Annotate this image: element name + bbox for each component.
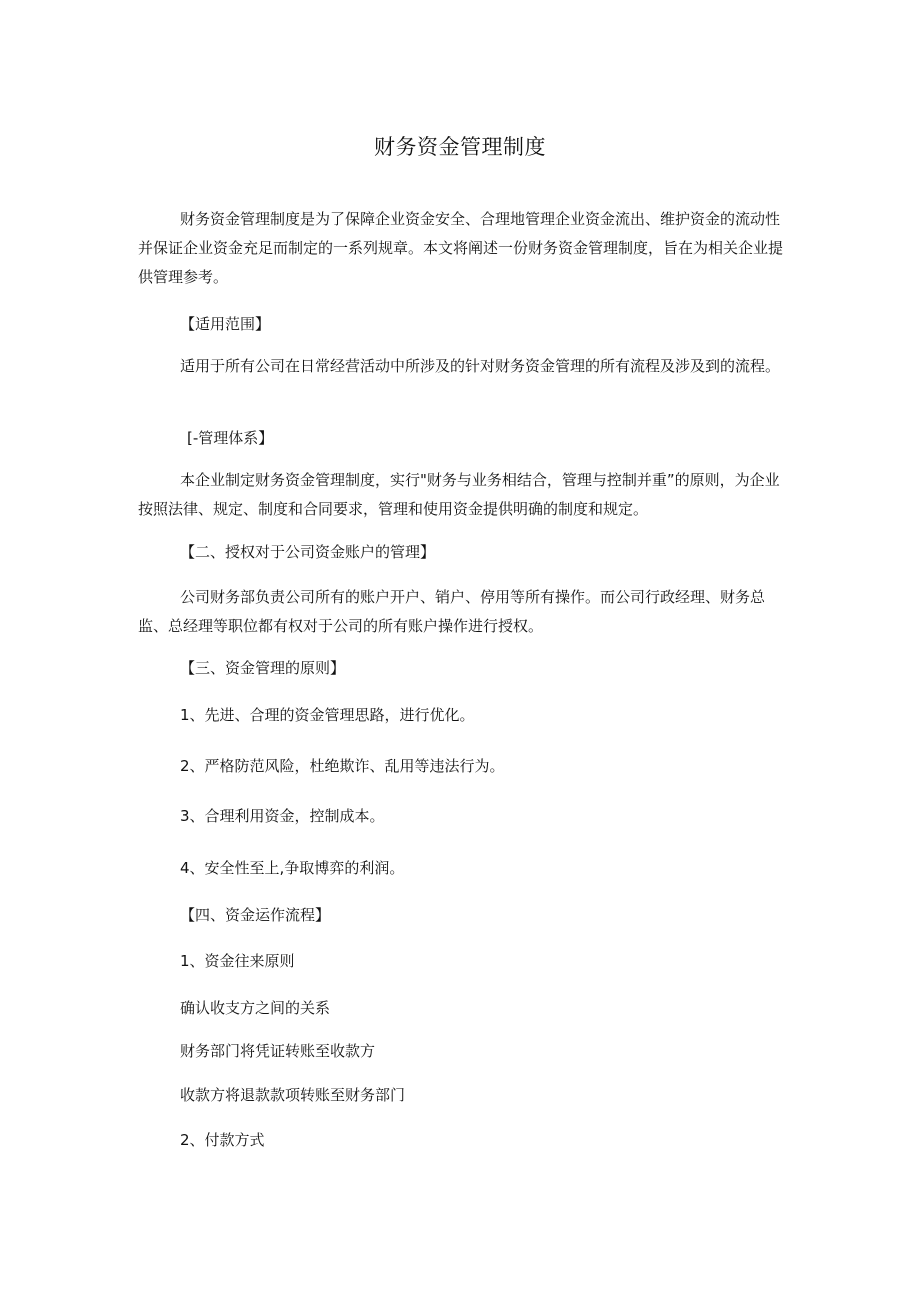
principle-item: 4、安全性至上,争取博弈的利润。 <box>180 859 405 877</box>
process-item: 确认收支方之间的关系 <box>180 999 331 1017</box>
intro-paragraph: 财务资金管理制度是为了保障企业资金安全、合理地管理企业资金流出、维护资金的流动性并保证企业资金充足而制定的一系列规章。本文将阐述一份财务资金管理制度，旨在为相关企业提供管理参考。 <box>138 210 784 286</box>
process-item: 收款方将退款款项转账至财务部门 <box>180 1086 406 1104</box>
scope-heading: 【适用范围】 <box>180 315 271 333</box>
principle-item: 3、合理利用资金，控制成本。 <box>180 807 385 825</box>
scope-paragraph: 适用于所有公司在日常经营活动中所涉及的针对财务资金管理的所有流程及涉及到的流程。 <box>180 357 781 375</box>
process-subheading: 1、资金往来原则 <box>180 952 295 970</box>
system-heading: [-管理体系】 <box>187 429 274 447</box>
principles-heading: 【三、资金管理的原则】 <box>180 659 346 677</box>
principle-item: 1、先进、合理的资金管理思路，进行优化。 <box>180 706 475 724</box>
process-heading: 【四、资金运作流程】 <box>180 906 331 924</box>
process-item: 财务部门将凭证转账至收款方 <box>180 1042 376 1060</box>
auth-heading: 【二、授权对于公司资金账户的管理】 <box>180 543 436 561</box>
system-paragraph: 本企业制定财务资金管理制度，实行"财务与业务相结合，管理与控制并重”的原则，为企业按照法律、规定、制度和合同要求，管理和使用资金提供明确的制度和规定。 <box>138 471 780 518</box>
document-title: 财务资金管理制度 <box>374 135 546 159</box>
process-subheading: 2、付款方式 <box>180 1131 265 1149</box>
auth-paragraph: 公司财务部负责公司所有的账户开户、销户、停用等所有操作。而公司行政经理、财务总监、总经理等职位都有权对于公司的所有账户操作进行授权。 <box>138 588 766 635</box>
principle-item: 2、严格防范风险，杜绝欺诈、乱用等违法行为。 <box>180 757 505 775</box>
